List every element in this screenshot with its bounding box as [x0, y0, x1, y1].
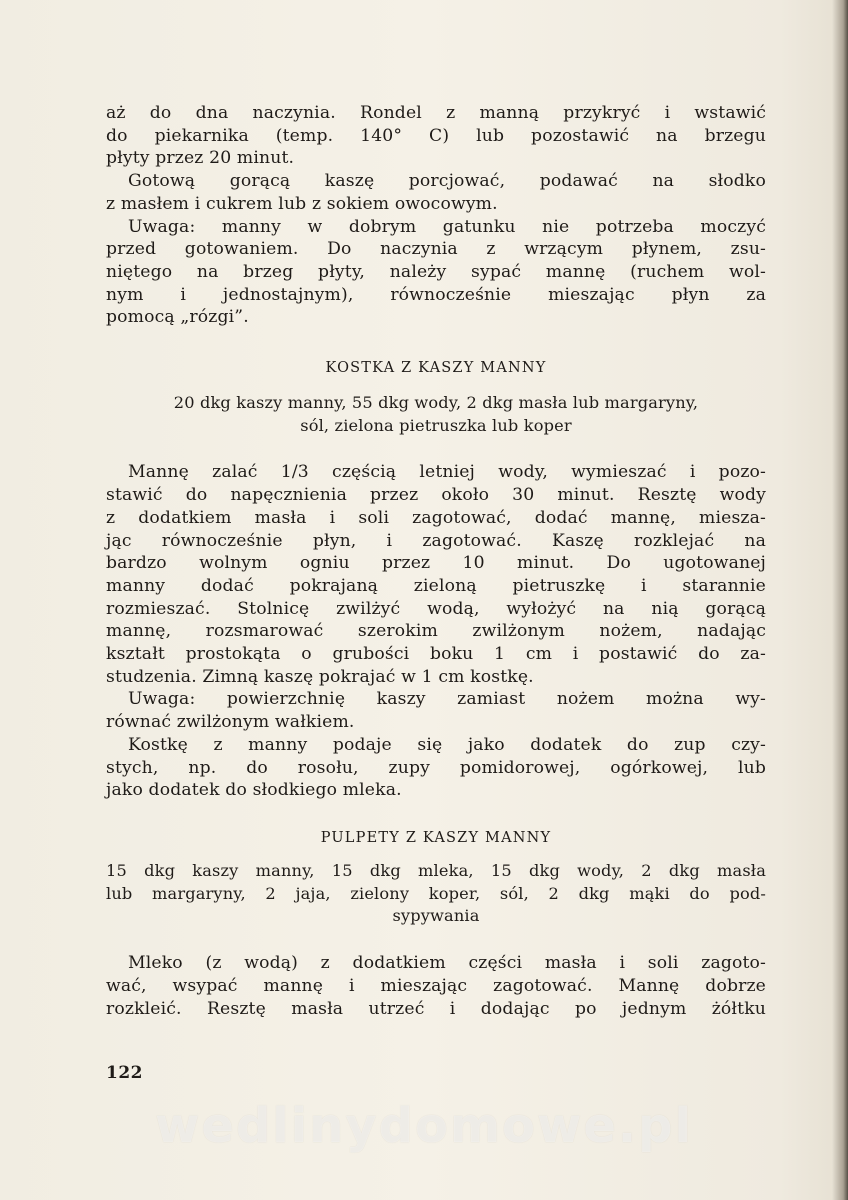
text-line: 20 dkg kaszy manny, 55 dkg wody, 2 dkg masła lub margaryny, [173, 393, 699, 413]
page-content [106, 102, 766, 1020]
text-line: niętego na brzeg płyty, należy sypać mannę (ruchem wol- [106, 261, 766, 282]
text-line: Uwaga: manny w dobrym gatunku nie potrzeba moczyć [128, 216, 766, 237]
text-line: stych, np. do rosołu, zupy pomidorowej, ogórkowej, lub [106, 757, 766, 778]
paragraph [106, 688, 766, 733]
text-line: z masłem i cukrem lub z sokiem owocowym. [106, 193, 498, 214]
text-line: kształt prostokąta o grubości boku 1 cm i postawić do za- [106, 644, 766, 665]
recipe-title: KOSTKA Z KASZY MANNY [325, 360, 547, 377]
text-line: sól, zielona pietruszka lub koper [300, 415, 572, 435]
text-line: lub margaryny, 2 jaja, zielony koper, sól, 2 dkg mąki do pod- [106, 883, 766, 903]
paragraph [106, 952, 766, 1020]
text-line: stawić do napęcznienia przez około 30 minut. Resztę wody [106, 485, 766, 506]
text-line: płyty przez 20 minut. [106, 148, 295, 169]
paragraph [106, 461, 766, 688]
paragraph [106, 170, 766, 215]
ingredients-list [106, 392, 766, 437]
text-line: jąc równocześnie płyn, i zagotować. Kaszę rozklejać na [106, 530, 766, 551]
text-line: pomocą „rózgi”. [106, 307, 249, 328]
watermark: wedlinydomowe.pl [155, 1098, 693, 1154]
text-line: wać, wsypać mannę i mieszając zagotować. Mannę dobrze [106, 975, 766, 996]
text-line: aż do dna naczynia. Rondel z manną przykryć i wstawić [106, 103, 766, 123]
paragraph [106, 216, 766, 330]
text-line: Gotową gorącą kaszę porcjować, podawać na słodko [128, 171, 766, 192]
text-line: Uwaga: powierzchnię kaszy zamiast nożem można wy- [128, 689, 766, 710]
text-line: 15 dkg kaszy manny, 15 dkg mleka, 15 dkg wody, 2 dkg masła [106, 860, 766, 880]
text-line: nym i jednostajnym), równocześnie mieszając płyn za [106, 284, 766, 305]
text-line: rozkleić. Resztę masła utrzeć i dodając po jednym żółtku [106, 998, 766, 1019]
text-line: Mleko (z wodą) z dodatkiem części masła i soli zagoto- [128, 953, 766, 974]
text-line: równać zwilżonym wałkiem. [106, 712, 355, 733]
paragraph [106, 102, 766, 170]
paragraph [106, 734, 766, 802]
text-line: studzenia. Zimną kaszę pokrajać w 1 cm kostkę. [106, 666, 534, 687]
text-line: przed gotowaniem. Do naczynia z wrzącym płynem, zsu- [106, 239, 766, 260]
text-line: manny dodać pokrajaną zieloną pietruszkę i starannie [106, 575, 766, 596]
text-line: rozmieszać. Stolnicę zwilżyć wodą, wyłożyć na nią gorącą [106, 598, 766, 619]
page-edge-shadow [832, 0, 848, 1200]
text-line: bardzo wolnym ogniu przez 10 minut. Do ugotowanej [106, 553, 766, 574]
text-line: Mannę zalać 1/3 częścią letniej wody, wymieszać i pozo- [128, 462, 766, 483]
text-line: sypywania [392, 906, 480, 926]
text-line: do piekarnika (temp. 140° C) lub pozostawić na brzegu [106, 125, 766, 146]
ingredients-list [106, 860, 766, 928]
text-line: z dodatkiem masła i soli zagotować, dodać mannę, miesza- [106, 507, 766, 528]
text-line: Kostkę z manny podaje się jako dodatek do zup czy- [128, 734, 766, 755]
recipe-title: PULPETY Z KASZY MANNY [320, 829, 552, 846]
page-number: 122 [106, 1063, 143, 1083]
text-line: mannę, rozsmarować szerokim zwilżonym nożem, nadając [106, 621, 766, 642]
text-line: jako dodatek do słodkiego mleka. [106, 780, 402, 801]
